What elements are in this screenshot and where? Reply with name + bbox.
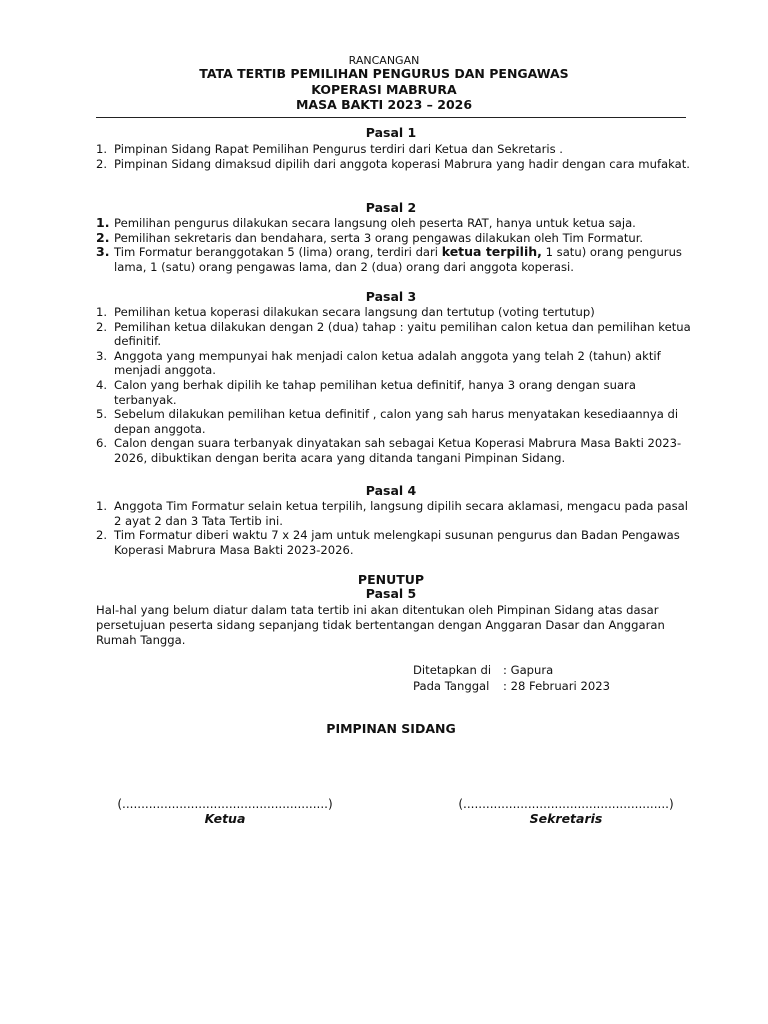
date-row <box>413 678 610 694</box>
list-item <box>96 349 696 378</box>
pasal-4-heading: Pasal 4 <box>365 483 417 498</box>
pasal-1-heading: Pasal 1 <box>365 125 417 140</box>
item-text-start: Tim Formatur beranggotakan 5 (lima) orang, terdiri dari <box>114 245 442 260</box>
item-number: 1. <box>96 499 108 513</box>
item-text-bold: ketua terpilih, <box>441 244 542 260</box>
date-value: : 28 Februari 2023 <box>503 679 610 693</box>
item-text: Pimpinan Sidang dimaksud dipilih dari anggota koperasi Mabrura yang hadir dengan cara mufakat. <box>114 156 690 171</box>
item-number: 1. <box>96 215 110 230</box>
penutup-paragraph: Hal-hal yang belum diatur dalam tata tertib ini akan ditentukan oleh Pimpinan Sidang atas dasar persetujuan peserta sidang sepanjang tidak bertentangan dengan Anggaran Dasar dan Anggaran Rumah Tangga. <box>96 603 665 647</box>
signature-role: Sekretaris <box>529 811 603 826</box>
document-title: TATA TERTIB PEMILIHAN PENGURUS DAN PENGAWAS <box>199 66 569 81</box>
signature-role: Ketua <box>204 811 246 826</box>
item-number: 2. <box>96 319 108 334</box>
list-item <box>96 142 696 157</box>
item-text: Calon yang berhak dipilih ke tahap pemilihan ketua definitif, hanya 3 orang dengan suara terbanyak. <box>114 377 636 407</box>
item-number: 3. <box>96 244 110 260</box>
signature-ketua <box>105 797 345 826</box>
list-item <box>96 231 696 246</box>
item-number: 2. <box>96 528 108 543</box>
document-period: MASA BAKTI 2023 – 2026 <box>295 97 473 112</box>
item-text: Anggota Tim Formatur selain ketua terpilih, langsung dipilih secara aklamasi, mengacu pada pasal 2 ayat 2 dan 3 Tata Tertib ini. <box>114 499 688 528</box>
item-text: Tim Formatur diberi waktu 7 x 24 jam untuk melengkapi susunan pengurus dan Badan Pengawas Koperasi Mabrura Masa Bakti 2023-2026. <box>114 528 680 557</box>
pasal-2-list <box>96 216 696 274</box>
pasal-1-list <box>96 142 696 171</box>
item-number: 1. <box>96 305 108 319</box>
signature-line: (......................................................) <box>117 797 333 811</box>
item-number: 2. <box>96 229 110 245</box>
pasal-3-list <box>96 305 696 466</box>
list-item <box>96 407 696 436</box>
item-text: Pemilihan pengurus dilakukan secara langsung oleh peserta RAT, hanya untuk ketua saja. <box>114 216 636 230</box>
item-text: Calon dengan suara terbanyak dinyatakan sah sebagai Ketua Koperasi Mabrura Masa Bakti 2023-2026, dibuktikan dengan berita acara yang ditanda tangani Pimpinan Sidang. <box>114 436 682 465</box>
item-number: 5. <box>96 407 108 422</box>
pimpinan-sidang-heading: PIMPINAN SIDANG <box>326 721 456 736</box>
list-item <box>96 499 696 528</box>
pasal-5-heading: Pasal 5 <box>365 586 417 601</box>
ditetapkan-block <box>413 662 610 694</box>
pasal-3-heading: Pasal 3 <box>365 289 417 304</box>
list-item <box>96 305 696 320</box>
item-text: Pemilihan ketua dilakukan dengan 2 (dua) tahap : yaitu pemilihan calon ketua dan pemilihan ketua definitif. <box>114 319 691 349</box>
document-subtitle: KOPERASI MABRURA <box>311 82 457 97</box>
item-text: Pemilihan ketua koperasi dilakukan secara langsung dan tertutup (voting tertutup) <box>114 305 595 319</box>
list-item <box>96 378 696 407</box>
place-value: : Gapura <box>503 663 554 677</box>
header-divider <box>96 117 686 118</box>
item-number: 3. <box>96 348 108 363</box>
item-text: Sebelum dilakukan pemilihan ketua definitif , calon yang sah harus menyatakan kesediaannya di depan anggota. <box>114 407 679 436</box>
pasal-2-heading: Pasal 2 <box>365 200 417 215</box>
item-number: 6. <box>96 436 108 451</box>
list-item <box>96 216 696 231</box>
item-text: Pemilihan sekretaris dan bendahara, serta 3 orang pengawas dilakukan oleh Tim Formatur. <box>114 230 644 245</box>
list-item <box>96 320 696 349</box>
item-text-end: 1 satu) orang pengurus lama, 1 (satu) orang pengawas lama, dan 2 (dua) orang dari anggota koperasi. <box>114 245 682 274</box>
place-label: Ditetapkan di <box>413 663 492 677</box>
pasal-4-list <box>96 499 696 557</box>
signature-line: (......................................................) <box>458 797 674 811</box>
item-number: 2. <box>96 156 108 171</box>
penutup-heading: PENUTUP <box>357 572 425 587</box>
signature-sekretaris <box>446 797 686 826</box>
list-item <box>96 436 696 465</box>
draft-label: RANCANGAN <box>348 54 420 67</box>
list-item <box>96 528 696 557</box>
date-label: Pada Tanggal <box>413 679 490 693</box>
item-number: 1. <box>96 142 108 156</box>
list-item <box>96 245 696 274</box>
list-item <box>96 157 696 172</box>
item-number: 4. <box>96 377 108 392</box>
item-text: Anggota yang mempunyai hak menjadi calon ketua adalah anggota yang telah 2 (tahun) aktif menjadi anggota. <box>114 348 661 378</box>
item-text: Pimpinan Sidang Rapat Pemilihan Pengurus terdiri dari Ketua dan Sekretaris . <box>114 142 563 156</box>
place-row <box>413 662 610 678</box>
